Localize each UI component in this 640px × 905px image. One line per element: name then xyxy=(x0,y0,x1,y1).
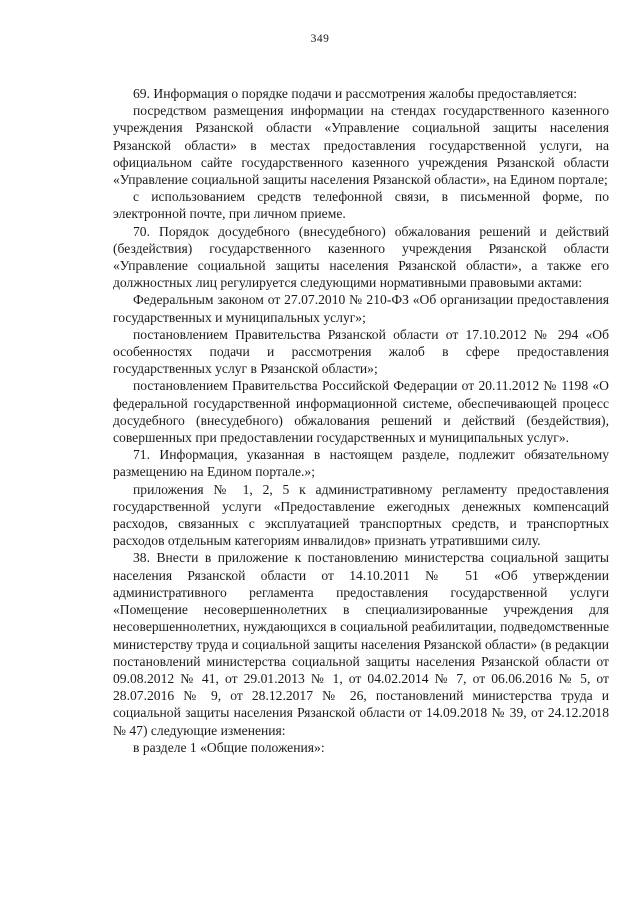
paragraph-70: 70. Порядок досудебного (внесудебного) обжалования решений и действий (бездействия) государственного казенного учреждения Рязанской области «Управление социальной защиты населения Рязанской области», а также его должностных лиц регулируется следующими нормативными правовыми актами: xyxy=(113,223,609,291)
paragraph-appendices: приложения № 1, 2, 5 к административному регламенту предоставления государственной услуги «Предоставление ежегодных денежных компенсаций расходов, связанных с эксплуатацией транспортных средств, и транспортных расходов отдельным категориям инвалидов» признать утратившими силу. xyxy=(113,481,609,549)
paragraph-stands: посредством размещения информации на стендах государственного казенного учреждения Рязанской области «Управление социальной защиты населения Рязанской области» в местах предоставления государственной услуги, на официальном сайте государственного казенного учреждения Рязанской области «Управление социальной защиты населения Рязанской области», на Едином портале; xyxy=(113,103,609,188)
paragraph-71: 71. Информация, указанная в настоящем разделе, подлежит обязательному размещению на Едином портале.»; xyxy=(113,447,609,480)
paragraph-section-1: в разделе 1 «Общие положения»: xyxy=(133,739,325,755)
paragraph-38: 38. Внести в приложение к постановлению министерства социальной защиты населения Рязанской области от 14.10.2011 № 51 «Об утверждении административного регламента предоставления государственной услуги «Помещение несовершеннолетних в специализированные учреждения для несовершеннолетних, нуждающихся в социальной реабилитации, подведомственные министерству труда и социальной защиты населения Рязанской области» (в редакции постановлений министерства социальной защиты населения Рязанской области от 09.08.2012 № 41, от 29.01.2013 № 1, от 04.02.2014 № 7, от 06.06.2016 № 5, от 28.07.2016 № 9, от 28.12.2017 № 26, постановлений министерства труда и социальной защиты населения Рязанской области от 14.09.2018 № 39, от 24.12.2018 № 47) следующие изменения: xyxy=(113,550,609,738)
paragraph-federal-law: Федеральным законом от 27.07.2010 № 210-ФЗ «Об организации предоставления государственных и муниципальных услуг»; xyxy=(113,292,609,325)
paragraph-resolution-1198: постановлением Правительства Российской Федерации от 20.11.2012 № 1198 «О федеральной государственной информационной системе, обеспечивающей процесс досудебного (внесудебного) обжалования решений и действий (бездействия), совершенных при предоставлении государственных и муниципальных услуг». xyxy=(113,378,609,446)
page-number: 349 xyxy=(310,33,330,45)
document-body xyxy=(113,85,609,756)
paragraph-resolution-294: постановлением Правительства Рязанской области от 17.10.2012 № 294 «Об особенностях подачи и рассмотрения жалоб в сфере предоставления государственных услуг в Рязанской области»; xyxy=(113,326,609,377)
paragraph-69: 69. Информация о порядке подачи и рассмотрения жалобы предоставляется: xyxy=(133,86,578,101)
paragraph-phone: с использованием средств телефонной связи, в письменной форме, по электронной почте, при личном приеме. xyxy=(113,189,609,222)
